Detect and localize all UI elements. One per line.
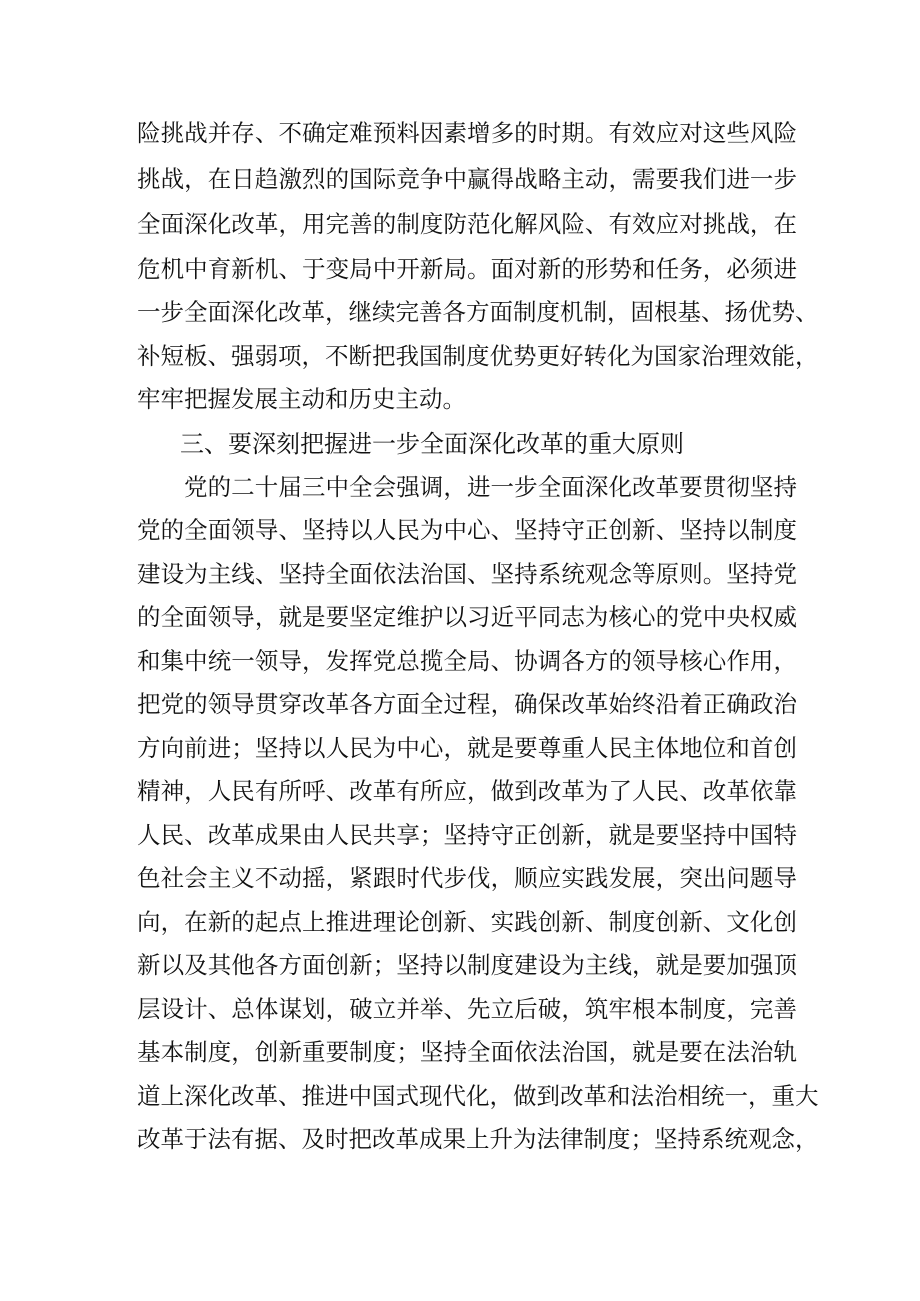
text-line: 挑战，在日趋激烈的国际竞争中赢得战略主动，需要我们进一步: [137, 165, 797, 193]
text-line: 的全面领导，就是要坚定维护以习近平同志为核心的党中央权威: [137, 603, 797, 631]
text-line: 基本制度，创新重要制度；坚持全面依法治国，就是要在法治轨: [137, 1038, 797, 1066]
text-line: 改革于法有据、及时把改革成果上升为法律制度；坚持系统观念，: [137, 1125, 819, 1153]
text-line: 层设计、总体谋划，破立并举、先立后破，筑牢根本制度，完善: [137, 995, 797, 1023]
text-line: 人民、改革成果由人民共享；坚持守正创新，就是要坚持中国特: [137, 821, 797, 849]
text-line: 方向前进；坚持以人民为中心，就是要尊重人民主体地位和首创: [137, 734, 797, 762]
text-line: 党的全面领导、坚持以人民为中心、坚持守正创新、坚持以制度: [137, 516, 797, 544]
text-line: 建设为主线、坚持全面依法治国、坚持系统观念等原则。坚持党: [137, 560, 797, 588]
text-line: 补短板、强弱项，不断把我国制度优势更好转化为国家治理效能，: [137, 342, 819, 370]
text-line: 党的二十届三中全会强调，进一步全面深化改革要贯彻坚持: [184, 473, 797, 501]
text-line: 危机中育新机、于变局中开新局。面对新的形势和任务，必须进: [137, 255, 797, 283]
text-line: 精神，人民有所呼、改革有所应，做到改革为了人民、改革依靠: [137, 777, 797, 805]
text-line: 把党的领导贯穿改革各方面全过程，确保改革始终沿着正确政治: [137, 690, 797, 718]
text-line: 牢牢把握发展主动和历史主动。: [137, 385, 466, 413]
text-line: 色社会主义不动摇，紧跟时代步伐，顺应实践发展，突出问题导: [137, 864, 797, 892]
text-line: 向，在新的起点上推进理论创新、实践创新、制度创新、文化创: [137, 908, 797, 936]
text-line: 新以及其他各方面创新；坚持以制度建设为主线，就是要加强顶: [137, 951, 797, 979]
section-heading: 三、要深刻把握进一步全面深化改革的重大原则: [180, 430, 684, 458]
text-line: 和集中统一领导，发挥党总揽全局、协调各方的领导核心作用，: [137, 647, 797, 675]
text-line: 险挑战并存、不确定难预料因素增多的时期。有效应对这些风险: [137, 119, 797, 147]
text-line: 全面深化改革，用完善的制度防范化解风险、有效应对挑战，在: [137, 210, 797, 238]
text-line: 一步全面深化改革，继续完善各方面制度机制，固根基、扬优势、: [137, 298, 819, 326]
text-line: 道上深化改革、推进中国式现代化，做到改革和法治相统一，重大: [137, 1082, 819, 1110]
